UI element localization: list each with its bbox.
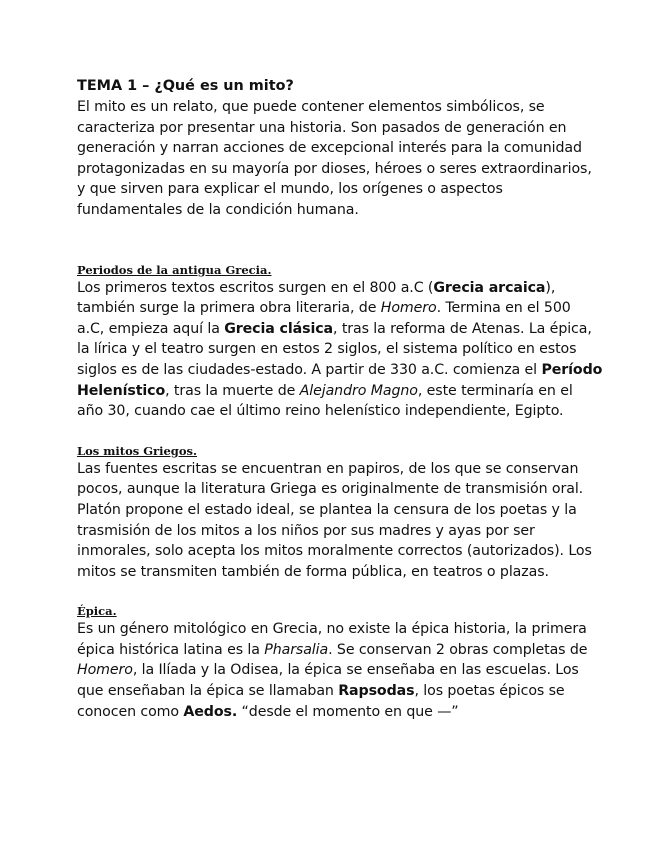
section-paragraph	[77, 459, 592, 583]
text-line	[77, 459, 587, 480]
text-run: “desde el momento en que —”	[237, 703, 459, 720]
text-run: protagonizadas en su mayoría por dioses, héroes o seres extraordinarios,	[77, 160, 592, 177]
text-line	[77, 401, 587, 422]
section-heading: Periodos de la antigua Grecia.	[77, 262, 272, 277]
bold-term: Grecia clásica	[224, 320, 333, 337]
text-run: ),	[545, 279, 556, 296]
text-line	[77, 500, 587, 521]
text-line	[77, 702, 587, 723]
text-line	[77, 681, 587, 702]
text-run: . Se conservan 2 obras completas de	[328, 641, 588, 658]
italic-term: Alejandro Magno	[299, 382, 418, 399]
text-run: pocos, aunque la literatura Griega es originalmente de transmisión oral.	[77, 481, 584, 498]
text-run: a.C, empieza aquí la	[77, 320, 225, 337]
text-run: caracteriza por presentar una historia. Son pasados de generación en	[77, 119, 567, 136]
bold-term: Grecia arcaica	[433, 279, 546, 296]
text-line	[77, 97, 587, 118]
bold-term: Rapsodas	[338, 683, 415, 700]
page-title: TEMA 1 – ¿Qué es un mito?	[77, 78, 294, 94]
italic-term: Homero	[77, 662, 133, 679]
text-run: trasmisión de los mitos a los niños por sus madres y ayas por ser	[77, 522, 535, 539]
text-run: Platón propone el estado ideal, se plantea la censura de los poetas y la	[77, 501, 577, 518]
section-que-es-un-mito	[77, 76, 592, 221]
text-line	[77, 118, 587, 139]
text-line	[77, 541, 592, 562]
text-run: generación y narran acciones de excepcional interés para la comunidad	[77, 140, 582, 157]
section-paragraph	[77, 97, 592, 221]
text-line	[77, 339, 587, 360]
section-paragraph	[77, 619, 587, 722]
text-line	[77, 479, 587, 500]
text-line	[77, 200, 587, 221]
text-run: también surge la primera obra literaria, de	[77, 300, 381, 317]
text-run: épica histórica latina es la	[77, 641, 265, 658]
bold-term: Aedos.	[183, 703, 238, 720]
text-run: , la Ilíada y la Odisea, la épica se enseñaba en las escuelas. Los	[132, 662, 579, 679]
section-periodos-grecia	[77, 262, 603, 422]
section-epica	[77, 603, 587, 722]
text-run: fundamentales de la condición humana.	[77, 201, 359, 218]
text-line	[77, 562, 587, 583]
text-run: . Termina en el 500	[436, 300, 571, 317]
section-paragraph	[77, 278, 603, 422]
text-run: , este terminaría en el	[417, 382, 573, 399]
text-line	[77, 319, 592, 340]
text-line	[77, 619, 587, 640]
italic-term: Pharsalia	[264, 641, 329, 658]
section-mitos-griegos	[77, 443, 592, 583]
text-run: , tras la muerte de	[165, 382, 300, 399]
text-run: Los primeros textos escritos surgen en el 800 a.C (	[77, 279, 434, 296]
italic-term: Homero	[380, 300, 437, 317]
text-line	[77, 521, 587, 542]
text-run: conocen como	[77, 703, 184, 720]
text-run: inmorales, solo acepta los mitos moralmente correctos (autorizados). Los	[77, 543, 592, 560]
text-run: que enseñaban la épica se llamaban	[77, 683, 339, 700]
text-run: siglos es de las ciudades-estado. A partir de 330 a.C. comienza el	[77, 361, 542, 378]
text-line	[77, 298, 587, 319]
text-line	[77, 360, 603, 381]
text-line	[77, 138, 587, 159]
text-run: y que sirven para explicar el mundo, los orígenes o aspectos	[77, 181, 503, 198]
text-run: Es un género mitológico en Grecia, no existe la épica historia, la primera	[77, 621, 587, 638]
text-line	[77, 278, 587, 299]
text-run: año 30, cuando cae el último reino helenístico independiente, Egipto.	[77, 403, 564, 420]
section-heading: Épica.	[77, 604, 117, 619]
text-run: Las fuentes escritas se encuentran en papiros, de los que se conservan	[77, 460, 579, 477]
bold-term: Período	[541, 361, 603, 378]
text-line	[77, 159, 592, 180]
text-line	[77, 179, 587, 200]
section-heading: Los mitos Griegos.	[77, 443, 197, 458]
document-body	[77, 76, 603, 722]
text-line	[77, 381, 587, 402]
text-run: El mito es un relato, que puede contener elementos simbólicos, se	[77, 99, 545, 115]
text-line	[77, 640, 587, 661]
text-line	[77, 660, 587, 681]
text-run: la lírica y el teatro surgen en estos 2 siglos, el sistema político en estos	[77, 341, 577, 358]
text-run: mitos se transmiten también de forma pública, en teatros o plazas.	[77, 563, 549, 580]
text-run: , los poetas épicos se	[414, 683, 565, 700]
bold-term: Helenístico	[77, 382, 166, 399]
text-run: , tras la reforma de Atenas. La épica,	[333, 320, 592, 337]
